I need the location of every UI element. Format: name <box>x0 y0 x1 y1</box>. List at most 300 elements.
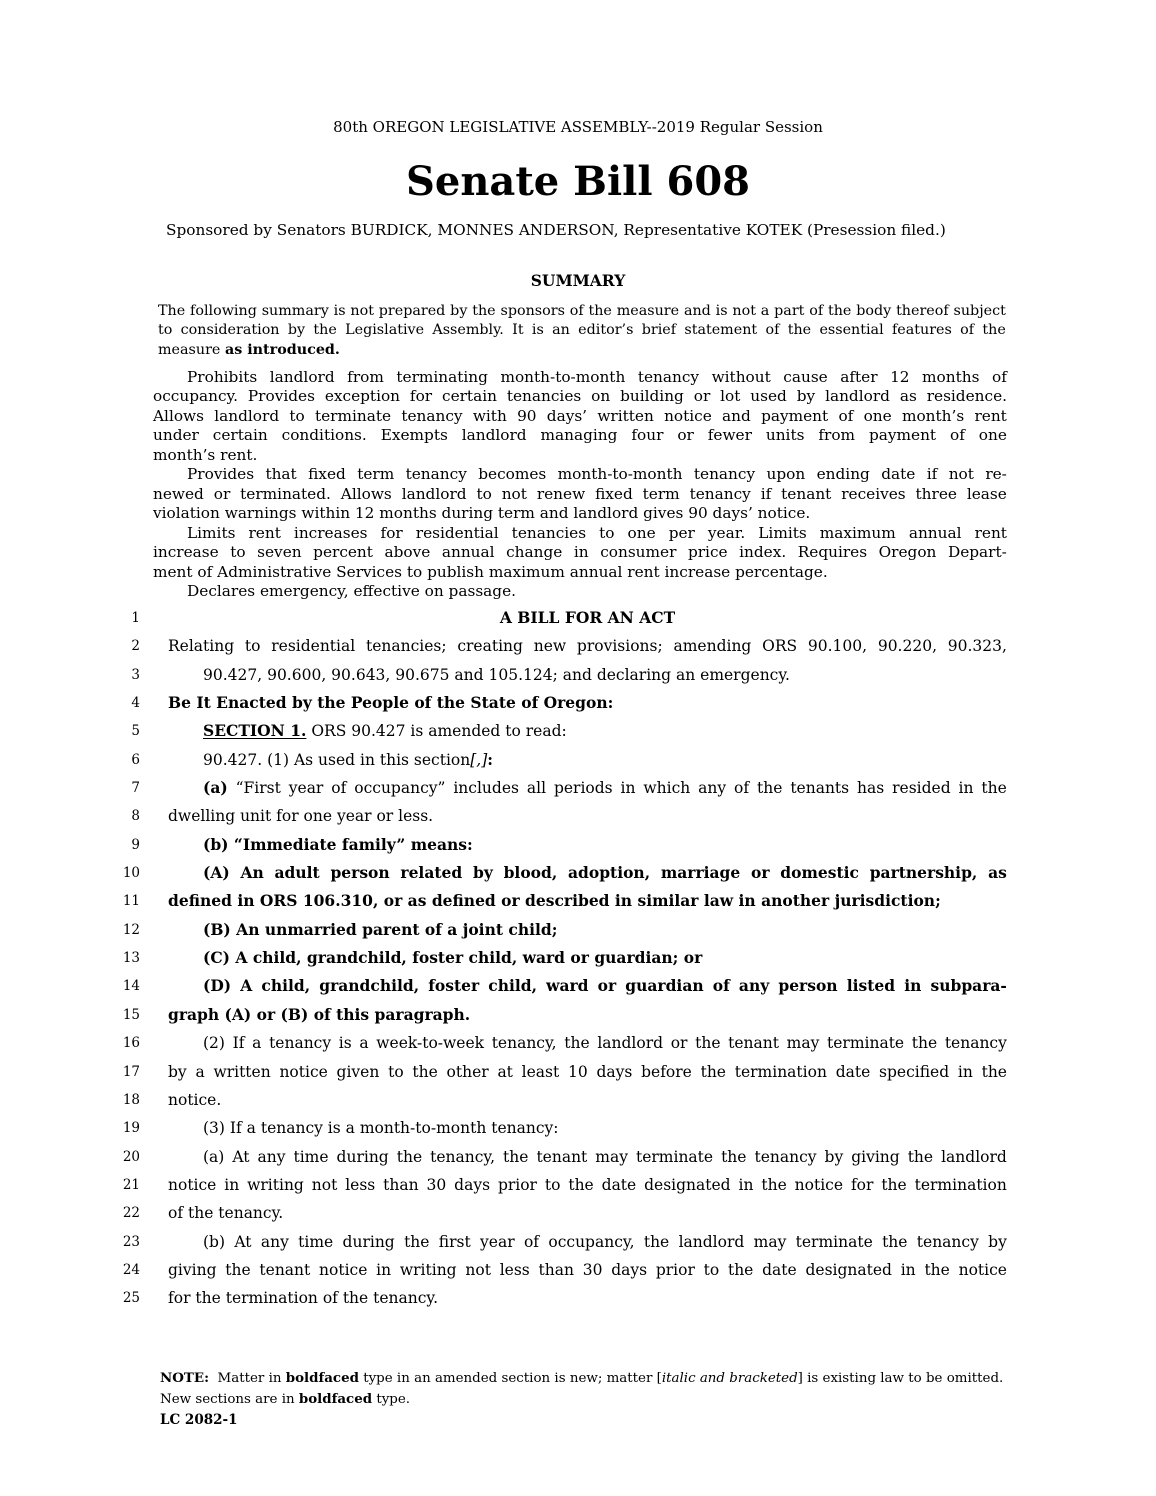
word: three <box>915 484 957 503</box>
bill-line <box>95 1086 1007 1114</box>
word: 30 <box>582 1260 603 1279</box>
line-number: 23 <box>122 1233 140 1250</box>
word: notice <box>319 1260 368 1279</box>
word: the <box>911 1034 938 1053</box>
word: listed <box>846 976 896 996</box>
word: month’s <box>901 406 965 425</box>
word: subject <box>953 303 1006 319</box>
word: may <box>786 1034 820 1053</box>
text-segment: (3) If a tenancy is a month-to-month tenancy: <box>203 1119 559 1138</box>
word: 12 <box>890 368 910 386</box>
word: designated <box>805 1260 892 1279</box>
word: days <box>454 1175 491 1194</box>
bill-line <box>95 1029 1007 1057</box>
word: managing <box>540 426 618 445</box>
word: Relating <box>168 637 235 656</box>
word: or <box>213 484 231 503</box>
word: any <box>698 779 727 798</box>
word: index. <box>739 543 787 562</box>
summary-line <box>153 407 1007 426</box>
word: occupancy” <box>354 779 446 798</box>
word: new <box>533 637 567 656</box>
word: subpara- <box>930 976 1007 996</box>
word: of <box>809 303 824 319</box>
summary-line <box>153 387 1007 406</box>
bill-line <box>95 1228 1007 1256</box>
text-segment: month’s rent. <box>153 445 258 464</box>
word: of <box>734 779 750 798</box>
word: exception <box>324 387 401 406</box>
word: term <box>357 465 395 484</box>
word: specified <box>879 1062 950 1081</box>
word: in <box>738 1175 754 1194</box>
text-segment: for the termination of the tenancy. <box>168 1289 439 1308</box>
word: 30 <box>426 1175 447 1194</box>
word: tenancy <box>637 368 700 386</box>
word: landlord <box>678 1232 745 1251</box>
word: payment <box>761 406 829 425</box>
word: the <box>472 303 496 319</box>
summary-line <box>153 368 1007 387</box>
line-number: 25 <box>122 1290 140 1307</box>
word: thereof <box>896 303 949 319</box>
word: not <box>311 1175 338 1194</box>
word: guardian <box>625 976 704 996</box>
word: 90.323, <box>947 637 1007 656</box>
word: or <box>751 863 770 883</box>
word: statement <box>684 322 758 339</box>
text-segment: New sections are in <box>160 1392 299 1407</box>
summary-line <box>153 504 1007 523</box>
word: annual <box>441 543 495 562</box>
word: residence. <box>926 387 1007 406</box>
word: less <box>345 1175 376 1194</box>
word: tenancy, <box>430 1147 496 1166</box>
word: the <box>787 322 812 339</box>
word: upon <box>766 465 806 484</box>
word: the <box>882 1232 908 1251</box>
word: terminate <box>827 1034 905 1053</box>
word: the <box>721 1147 747 1166</box>
word: a <box>359 1034 369 1053</box>
text-segment: violation warnings within 12 months during term and landlord gives 90 days’ notice. <box>153 504 811 523</box>
word: in <box>620 779 636 798</box>
word: (a) <box>203 1147 225 1166</box>
word: of <box>949 426 965 445</box>
bill-line <box>95 972 1007 1000</box>
text-segment: (C) A child, grandchild, foster child, ward or guardian; or <box>203 948 703 968</box>
word: becomes <box>478 465 547 484</box>
word: for <box>409 387 433 406</box>
text-segment: type in an amended section is new; matter [ <box>358 1371 662 1386</box>
word: tenancies <box>506 387 582 406</box>
word: tenancy <box>693 465 756 484</box>
word: before <box>641 1062 692 1081</box>
summary-line <box>153 446 1007 465</box>
word: the <box>564 1034 590 1053</box>
word: used <box>750 387 787 406</box>
text-segment: of the tenancy. <box>168 1204 284 1223</box>
word: An <box>240 863 264 883</box>
session-header: 80th OREGON LEGISLATIVE ASSEMBLY--2019 Regular Session <box>333 118 823 136</box>
text-segment: italic and bracketed <box>661 1371 798 1386</box>
text-segment: SECTION 1. <box>203 721 307 741</box>
summary-line <box>153 582 1007 601</box>
word: price <box>687 543 728 562</box>
word: adoption, <box>567 863 651 883</box>
line-number: 18 <box>122 1091 140 1108</box>
word: days’ <box>546 406 588 425</box>
bill-line <box>95 831 1007 859</box>
word: (b) <box>203 1232 226 1251</box>
word: terminate <box>635 1147 714 1166</box>
line-number: 15 <box>122 1006 140 1023</box>
word: cause <box>783 368 828 386</box>
word: is <box>338 1034 352 1053</box>
word: person <box>330 863 390 883</box>
word: termination <box>914 1175 1007 1194</box>
word: written <box>597 406 654 425</box>
word: month-to-month <box>500 368 626 386</box>
bill-line <box>95 1114 1007 1142</box>
word: is <box>715 303 728 319</box>
text-segment: (b) “Immediate family” means: <box>203 834 473 854</box>
summary-line <box>153 426 1007 445</box>
word: of <box>960 322 975 339</box>
word: to <box>476 484 492 503</box>
word: annual <box>908 523 962 542</box>
text-segment: Be It Enacted by the People of the State of Oregon: <box>168 693 614 713</box>
word: receives <box>841 484 906 503</box>
word: occupancy. <box>153 387 238 406</box>
bill-line <box>95 1058 1007 1086</box>
word: to <box>289 406 305 425</box>
word: the <box>924 1260 950 1279</box>
word: A <box>240 976 253 996</box>
word: the <box>727 1260 754 1279</box>
word: during <box>342 1232 395 1251</box>
bill-text-lines <box>95 604 1007 1313</box>
word: partnership, <box>869 863 978 883</box>
word: of <box>331 779 347 798</box>
word: as <box>899 387 917 406</box>
word: in <box>904 976 922 996</box>
word: landlord <box>825 387 890 406</box>
word: tenants <box>790 779 850 798</box>
word: the <box>981 779 1007 798</box>
word: brief <box>641 322 677 339</box>
word: or <box>597 976 617 996</box>
word: may <box>595 1147 628 1166</box>
word: than <box>383 1175 419 1194</box>
word: not <box>350 303 374 319</box>
word: editor’s <box>578 322 634 339</box>
word: not <box>465 1260 491 1279</box>
bill-line <box>95 1143 1007 1171</box>
line-number: 11 <box>122 893 140 910</box>
word: the <box>695 1034 721 1053</box>
word: landlord <box>941 1147 1007 1166</box>
word: by <box>796 387 816 406</box>
word: tenancy <box>754 1147 817 1166</box>
word: above <box>384 543 431 562</box>
word: all <box>526 779 547 798</box>
word: as <box>988 863 1007 883</box>
bill-line <box>95 746 1007 774</box>
text-segment: type. <box>372 1392 411 1407</box>
word: rent <box>974 406 1007 425</box>
word: ward <box>546 976 589 996</box>
word: to <box>158 322 173 339</box>
word: date <box>835 1062 871 1081</box>
word: Limits <box>187 523 236 542</box>
word: the <box>313 322 337 339</box>
word: includes <box>453 779 519 798</box>
word: residential <box>271 637 356 656</box>
word: periods <box>553 779 613 798</box>
summary-line <box>153 485 1007 504</box>
word: (a) <box>203 778 228 798</box>
word: for <box>850 1175 874 1194</box>
word: maximum <box>819 523 896 542</box>
text-segment: (B) An unmarried parent of a joint child; <box>203 919 558 939</box>
word: rent <box>248 523 281 542</box>
word: or <box>670 1034 688 1053</box>
word: to <box>544 1175 561 1194</box>
word: measure <box>616 303 680 319</box>
word: provisions; <box>576 637 663 656</box>
word: date <box>881 465 916 484</box>
word: by <box>988 1232 1007 1251</box>
bill-line <box>95 1199 1007 1227</box>
word: occupancy, <box>548 1232 635 1251</box>
word: if <box>760 484 772 503</box>
word: of <box>712 976 730 996</box>
word: from <box>818 426 856 445</box>
word: landlord <box>269 368 335 386</box>
word: 90 <box>517 406 537 425</box>
word: the <box>588 303 612 319</box>
word: Allows <box>340 484 392 503</box>
word: 10 <box>567 1062 588 1081</box>
word: Exempts <box>380 426 448 445</box>
word: features <box>891 322 952 339</box>
text-segment: boldfaced <box>285 1370 359 1386</box>
word: is <box>333 303 346 319</box>
word: Requires <box>797 543 868 562</box>
line-number: 13 <box>122 950 140 967</box>
word: by <box>168 1062 187 1081</box>
word: change <box>506 543 563 562</box>
bill-line <box>95 859 1007 887</box>
word: amending <box>673 637 752 656</box>
word: tenancies; <box>365 637 447 656</box>
word: after <box>840 368 878 386</box>
word: Provides <box>247 387 315 406</box>
text-segment: ORS 90.427 is amended to read: <box>306 722 567 741</box>
word: terminated. <box>240 484 331 503</box>
word: At <box>234 1232 252 1251</box>
word: tenant <box>728 1034 779 1053</box>
word: ORS <box>762 637 798 656</box>
word: has <box>857 779 885 798</box>
word: termination <box>734 1062 827 1081</box>
word: child, <box>261 976 311 996</box>
word: week-to-week <box>376 1034 485 1053</box>
word: is <box>531 322 544 339</box>
word: from <box>347 368 384 386</box>
word: not <box>732 303 756 319</box>
word: writing <box>247 1175 304 1194</box>
summary-heading: SUMMARY <box>530 271 626 290</box>
word: the <box>412 1062 438 1081</box>
bill-line <box>95 1001 1007 1029</box>
text-segment: A BILL FOR AN ACT <box>499 608 676 627</box>
word: the <box>225 1260 251 1279</box>
word: payment <box>868 426 937 445</box>
word: notice <box>168 1175 217 1194</box>
bill-line <box>95 802 1007 830</box>
text-segment: NOTE: <box>160 1370 210 1386</box>
word: any <box>738 976 770 996</box>
word: foster <box>428 976 480 996</box>
word: than <box>538 1260 574 1279</box>
text-segment: defined in ORS 106.310, or as defined or described in similar law in another jurisdiction; <box>168 891 941 911</box>
word: Oregon <box>878 543 937 562</box>
bill-line <box>95 1284 1007 1312</box>
word: renew <box>536 484 586 503</box>
line-number: 7 <box>131 780 140 797</box>
word: It <box>512 322 524 339</box>
word: at <box>497 1062 513 1081</box>
word: tenancies <box>511 523 587 542</box>
word: giving <box>851 1147 900 1166</box>
word: re- <box>985 465 1007 484</box>
word: in <box>224 1175 240 1194</box>
word: tenant <box>259 1260 311 1279</box>
bill-line <box>95 1171 1007 1199</box>
word: newed <box>153 484 204 503</box>
line-number: 14 <box>122 978 140 995</box>
bill-line <box>95 1256 1007 1284</box>
word: fixed <box>308 465 346 484</box>
word: building <box>620 387 684 406</box>
word: increase <box>153 543 219 562</box>
word: in <box>573 543 589 562</box>
text-segment: dwelling unit for one year or less. <box>168 807 434 826</box>
word: designated <box>644 1175 731 1194</box>
word: Legislative <box>345 322 425 339</box>
word: prepared <box>378 303 446 319</box>
word: Depart- <box>947 543 1007 562</box>
word: tenancy <box>405 465 467 484</box>
bill-line <box>95 944 1007 972</box>
line-number: 21 <box>122 1176 140 1193</box>
word: increases <box>293 523 368 542</box>
bill-line <box>95 661 1007 689</box>
word: not <box>948 465 974 484</box>
footer-note-line <box>160 1368 1010 1389</box>
word: prior <box>655 1260 695 1279</box>
word: month-to-month <box>557 465 683 484</box>
line-number: 16 <box>122 1035 140 1052</box>
word: by <box>450 303 468 319</box>
word: essential <box>819 322 884 339</box>
word: (D) <box>203 976 232 996</box>
word: the <box>981 1062 1007 1081</box>
word: consumer <box>600 543 677 562</box>
word: tenancy <box>944 1034 1007 1053</box>
word: year <box>480 1232 515 1251</box>
word: Prohibits <box>187 368 258 386</box>
word: on <box>591 387 611 406</box>
disclaimer-line <box>158 341 1006 360</box>
line-number: 9 <box>131 836 140 853</box>
word: of <box>569 303 584 319</box>
word: days <box>611 1260 648 1279</box>
word: date <box>601 1175 637 1194</box>
bill-line <box>95 689 1007 717</box>
word: If <box>232 1034 245 1053</box>
word: Provides <box>187 465 255 484</box>
summary-disclaimer <box>158 302 1006 360</box>
word: person <box>778 976 838 996</box>
line-number: 8 <box>131 808 140 825</box>
word: the <box>643 1232 670 1251</box>
word: The <box>158 303 186 319</box>
word: part <box>774 303 805 319</box>
word: creating <box>457 637 523 656</box>
word: time <box>298 1232 334 1251</box>
text-segment: graph (A) or (B) of this paragraph. <box>168 1004 471 1024</box>
word: the <box>503 1147 529 1166</box>
word: to <box>230 543 246 562</box>
word: one <box>863 406 892 425</box>
word: lease <box>966 484 1007 503</box>
word: days <box>596 1062 633 1081</box>
word: time <box>293 1147 329 1166</box>
word: tenancy <box>269 1034 332 1053</box>
word: tenancy, <box>491 1034 557 1053</box>
word: without <box>711 368 771 386</box>
word: other <box>446 1062 489 1081</box>
line-number: 12 <box>122 921 140 938</box>
summary-line <box>153 524 1007 543</box>
word: ending <box>816 465 870 484</box>
text-segment: [,] <box>470 750 488 769</box>
word: 90.100, <box>807 637 868 656</box>
word: may <box>753 1232 787 1251</box>
sponsor-line: Sponsored by Senators BURDICK, MONNES ANDERSON, Representative KOTEK (Presession filed.) <box>166 221 946 239</box>
line-number: 22 <box>122 1205 140 1222</box>
word: which <box>643 779 691 798</box>
word: rent <box>974 523 1007 542</box>
word: resided <box>892 779 951 798</box>
footer-note-line <box>160 1389 1010 1410</box>
word: related <box>400 863 463 883</box>
word: with <box>472 406 507 425</box>
word: fixed <box>595 484 633 503</box>
text-segment: ] is existing law to be omitted. <box>797 1371 1004 1386</box>
word: tenancy <box>689 484 751 503</box>
word: certain <box>212 426 268 445</box>
word: the <box>568 1175 594 1194</box>
word: consideration <box>180 322 280 339</box>
word: the <box>396 1147 423 1166</box>
word: notice <box>794 1175 844 1194</box>
word: summary <box>261 303 329 319</box>
word: Limits <box>758 523 807 542</box>
